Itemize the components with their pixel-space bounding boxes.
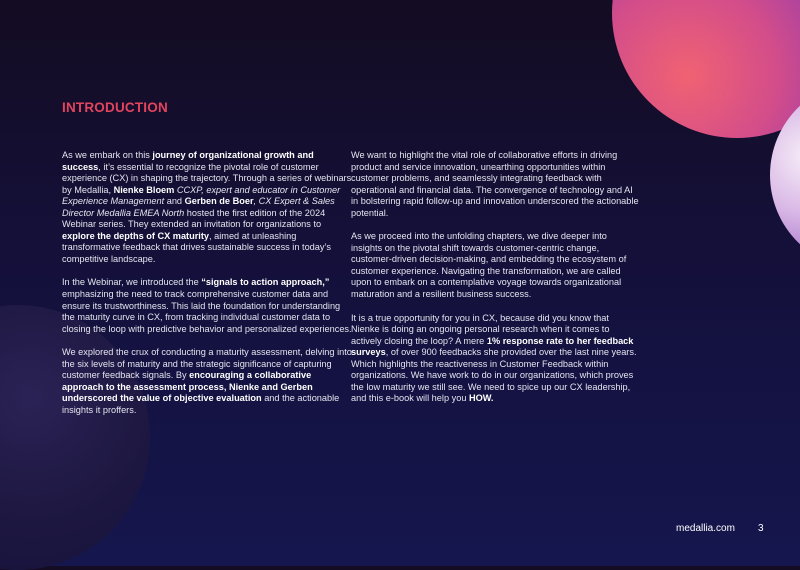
page-heading: INTRODUCTION — [62, 100, 168, 115]
left-column — [62, 150, 352, 428]
intro-paragraph-2: In the Webinar, we introduced the “signals to action approach,” emphasizing the need to track comprehensive customer data and ensure its trustworthiness. This laid the foundation for understanding the maturity curve in CX, from tracking individual customer data to closing the loop with predictive behavior and personalized experiences. — [62, 277, 352, 334]
intro-paragraph-5: As we proceed into the unfolding chapters, we dive deeper into insights on the pivotal shift towards customer-centric change, customer-driven decision-making, and embedding the ecosystem of customer experience. Navigating the transformation, we are called upon to embark on a contemplative voyage towards organizational maturation and a resilient business success. — [351, 231, 627, 300]
intro-paragraph-3: We explored the crux of conducting a maturity assessment, delving into the six levels of maturity and the strategic significance of capturing customer feedback signals. By encouraging a collaborative approach to the assessment process, Nienke and Gerben underscored the value of objective evaluation and the actionable insights it proffers. — [62, 347, 352, 415]
intro-paragraph-1: As we embark on this journey of organizational growth and success, it’s essential to recognize the pivotal role of customer experience (CX) in shaping the trajectory. Through a series of webinars by Medallia, Nienke Bloem CCXP, expert and educator in Customer Experience Management and Gerben de Boer, CX Expert & Sales Director Medallia EMEA North hosted the first edition of the 2024 Webinar series. They extended an invitation for organizations to explore the depths of CX maturity, aimed at unleashing transformative feedback that drives sustainable success in today’s competitive landscape. — [62, 150, 352, 264]
intro-paragraph-6: It is a true opportunity for you in CX, because did you know that Nienke is doing an ongoing personal research when it comes to actively closing the loop? A mere 1% response rate to her feedback surveys, of over 900 feedbacks she provided over the last nine years. Which highlights the reactiveness in Customer Feedback within organizations. We have work to do in our organizations, which proves the low maturity we still see. We need to spice up our CX leadership, and this e-book will help you HOW. — [351, 312, 637, 404]
right-column — [351, 150, 639, 417]
page-number: 3 — [758, 523, 764, 534]
decorative-orb-pink — [612, 0, 800, 138]
intro-paragraph-4: We want to highlight the vital role of collaborative efforts in driving product and service innovation, unearthing opportunities within customer problems, and seamlessly integrating feedback with operational and financial data. The convergence of technology and AI in bolstering rapid follow-up and innovation underscored the actionable potential. — [351, 150, 639, 218]
footer-url: medallia.com — [676, 523, 735, 534]
